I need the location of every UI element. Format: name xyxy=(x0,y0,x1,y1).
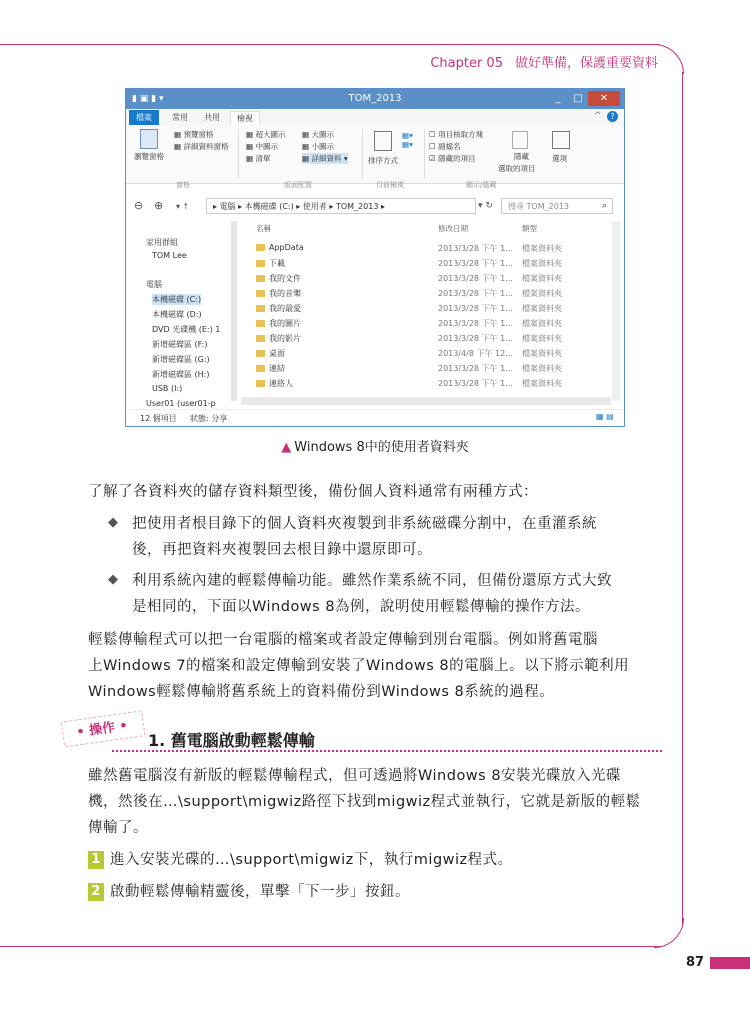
frame-bottom-corner xyxy=(654,918,684,948)
file-row[interactable] xyxy=(256,273,301,284)
list-scrollbar[interactable] xyxy=(612,221,620,401)
ribbon-group-layout: 版面配置 xyxy=(284,181,312,189)
file-row[interactable] xyxy=(256,243,304,252)
file-type: 檔案資料夾 xyxy=(522,259,562,268)
file-name: 桌面 xyxy=(269,349,285,358)
para3-line-3: 傳輸了。 xyxy=(88,820,148,836)
section-heading: 1. 舊電腦啟動輕鬆傳輸 xyxy=(148,731,315,750)
frame-right-line xyxy=(682,72,683,924)
preview-pane-label: 預覽窗格 xyxy=(183,130,214,139)
close-button[interactable]: ✕ xyxy=(588,91,620,106)
breadcrumb-drive-c[interactable]: 本機磁碟 (C:) xyxy=(244,202,294,211)
file-name: 連結 xyxy=(269,364,285,373)
operation-badge-label: • 操作 • xyxy=(75,718,129,741)
navigation-pane-label[interactable]: 瀏覽窗格 xyxy=(134,152,164,161)
file-row[interactable] xyxy=(256,333,301,344)
operation-badge-text: 操作 xyxy=(88,720,117,739)
options-icon[interactable] xyxy=(552,131,570,149)
options-button[interactable]: 選項 xyxy=(552,154,567,163)
nav-drive-e[interactable]: DVD 光碟機 (E:) 1 xyxy=(152,325,221,334)
file-name: 我的音樂 xyxy=(269,289,301,298)
preview-pane-button[interactable]: ▦ 預覽窗格 xyxy=(174,130,214,139)
layout-details-label: 詳細資料 xyxy=(311,154,342,163)
file-name: AppData xyxy=(269,243,304,252)
para3-line-2: 機，然後在…\support\migwiz路徑下找到migwiz程式並執行，它就是新版的輕鬆 xyxy=(88,794,641,810)
folder-icon xyxy=(256,350,265,357)
forward-button[interactable]: ⊕ xyxy=(154,199,164,212)
details-pane-button[interactable]: ▦ 詳細資料窗格 xyxy=(174,142,229,151)
chapter-number: Chapter 05 xyxy=(430,56,503,71)
nav-drive-g[interactable]: 新增磁碟區 (G:) xyxy=(152,355,210,364)
layout-xlarge-label: 超大圖示 xyxy=(255,130,286,139)
folder-icon xyxy=(256,365,265,372)
caption-text: Windows 8中的使用者資料夾 xyxy=(294,440,469,455)
file-name: 我的圖片 xyxy=(269,319,301,328)
file-date: 2013/3/28 下午 1... xyxy=(438,379,513,388)
ribbon-divider xyxy=(238,129,239,179)
file-date: 2013/3/28 下午 1... xyxy=(438,244,513,253)
file-type: 檔案資料夾 xyxy=(522,364,562,373)
back-button[interactable]: ⊖ xyxy=(134,199,144,212)
file-type: 檔案資料夾 xyxy=(522,304,562,313)
layout-details[interactable]: ▦ 詳細資料 ▾ xyxy=(302,154,348,163)
step-1-number: 1 xyxy=(88,851,104,869)
nav-drive-c[interactable]: 本機磁碟 (C:) xyxy=(152,295,202,304)
chapter-header xyxy=(430,52,658,71)
file-row[interactable] xyxy=(256,378,293,389)
recent-locations-icon[interactable]: ▾ ↑ xyxy=(176,202,190,211)
file-name: 我的影片 xyxy=(269,334,301,343)
file-type: 檔案資料夾 xyxy=(522,379,562,388)
nav-computer[interactable]: 電腦 xyxy=(146,280,162,289)
frame-bottom-line xyxy=(0,946,660,947)
layout-large[interactable]: ▦ 大圖示 xyxy=(302,130,334,139)
caption-triangle-icon: ▲ xyxy=(281,440,292,455)
share-status: 狀態: 分享 xyxy=(190,414,228,423)
tab-home[interactable]: 常用 xyxy=(172,113,188,122)
explorer-screenshot xyxy=(125,88,625,427)
search-input[interactable]: 搜尋 TOM_2013 xyxy=(501,198,613,214)
search-icon[interactable]: ⌕ xyxy=(602,201,608,211)
nav-drive-i[interactable]: USB (I:) xyxy=(152,384,183,393)
operation-badge xyxy=(61,711,144,746)
step-1 xyxy=(88,848,513,873)
folder-icon xyxy=(256,320,265,327)
diamond-bullet-icon: ◆ xyxy=(108,515,118,530)
step-2 xyxy=(88,880,410,905)
window-title: TOM_2013 xyxy=(348,93,402,104)
layout-medium-label: 中圖示 xyxy=(255,142,278,151)
minimize-button[interactable]: _ xyxy=(555,93,561,104)
layout-list-label: 清單 xyxy=(255,154,271,163)
file-name: 連絡人 xyxy=(269,379,293,388)
column-date[interactable]: 修改日期 xyxy=(438,224,468,233)
horizontal-scrollbar[interactable] xyxy=(241,397,611,405)
folder-icon xyxy=(256,290,265,297)
nav-network-user01[interactable]: User01 (user01-p xyxy=(146,399,216,408)
file-type: 檔案資料夾 xyxy=(522,334,562,343)
ribbon-divider xyxy=(362,129,363,179)
item-checkboxes-label: 項目核取方塊 xyxy=(438,130,484,139)
file-row[interactable] xyxy=(256,288,301,299)
folder-icon xyxy=(256,244,265,251)
para2-line-3: Windows輕鬆傳輸將舊系統上的資料備份到Windows 8系統的過程。 xyxy=(88,684,555,700)
ribbon-collapse-icon[interactable]: ^ xyxy=(594,111,602,121)
layout-large-label: 大圖示 xyxy=(311,130,334,139)
bullet-2-line-1: 利用系統內建的輕鬆傳輸功能。雖然作業系統不同，但備份還原方式大致 xyxy=(132,573,612,589)
file-row[interactable] xyxy=(256,318,301,329)
layout-xlarge[interactable]: ▦ 超大圖示 xyxy=(246,130,286,139)
breadcrumb-computer[interactable]: 電腦 xyxy=(219,202,236,211)
hide-selected-label: 選取的項目 xyxy=(498,164,536,173)
ribbon-group-current-view: 目前檢視 xyxy=(376,181,404,189)
file-type: 檔案資料夾 xyxy=(522,289,562,298)
folder-icon xyxy=(256,335,265,342)
maximize-button[interactable]: □ xyxy=(573,93,583,104)
sort-icon[interactable] xyxy=(374,131,392,151)
file-name: 我的文件 xyxy=(269,274,301,283)
file-row[interactable] xyxy=(256,363,285,374)
nav-tom-lee[interactable]: TOM Lee xyxy=(152,251,187,260)
folder-icon xyxy=(256,305,265,312)
nav-homegroup[interactable]: 家用群組 xyxy=(146,238,178,247)
intro-paragraph: 了解了各資料夾的儲存資料類型後，備份個人資料通常有兩種方式： xyxy=(88,484,538,500)
file-date: 2013/3/28 下午 1... xyxy=(438,319,513,328)
group-by-icon[interactable]: ▦▾ ▦▾ xyxy=(402,131,413,149)
ribbon-divider xyxy=(424,129,425,179)
layout-small[interactable]: ▦ 小圖示 xyxy=(302,142,334,151)
folder-icon xyxy=(256,260,265,267)
navigation-pane-icon[interactable] xyxy=(140,129,158,149)
status-bar xyxy=(126,409,624,426)
breadcrumb-tom[interactable]: TOM_2013 xyxy=(335,202,379,211)
nav-drive-h[interactable]: 新增磁碟區 (H:) xyxy=(152,370,210,379)
layout-list[interactable]: ▦ 清單 xyxy=(246,154,271,163)
figure-caption xyxy=(0,436,750,455)
hide-selected-icon[interactable] xyxy=(512,131,528,149)
view-toggle-icons[interactable]: ▦ ▤ xyxy=(596,412,614,421)
para3-line-1: 雖然舊電腦沒有新版的輕鬆傳輸程式，但可透過將Windows 8安裝光碟放入光碟 xyxy=(88,768,622,784)
step-2-text: 啟動輕鬆傳輸精靈後，單擊「下一步」按鈕。 xyxy=(110,884,410,900)
step-2-number: 2 xyxy=(88,883,104,901)
file-row[interactable] xyxy=(256,348,285,359)
diamond-bullet-icon: ◆ xyxy=(108,572,118,587)
address-bar[interactable]: ▸ 電腦 ▸ 本機磁碟 (C:) ▸ 使用者 ▸ TOM_2013 ▸ xyxy=(206,198,476,214)
quick-access-toolbar: ▮ ▣ ▮ ▾ xyxy=(132,94,164,104)
file-date: 2013/4/8 下午 12... xyxy=(438,349,513,358)
file-date: 2013/3/28 下午 1... xyxy=(438,289,513,298)
hide-label: 隱藏 xyxy=(514,152,529,161)
item-count: 12 個項目 xyxy=(140,414,177,423)
file-extensions-toggle[interactable]: ☐ 副檔名 xyxy=(429,142,461,151)
file-type: 檔案資料夾 xyxy=(522,349,562,358)
ribbon-group-panes: 窗格 xyxy=(176,181,190,189)
refresh-icon[interactable]: ▾ ↻ xyxy=(478,201,493,211)
details-pane-label: 詳細資料窗格 xyxy=(183,142,229,151)
chapter-title: 做好準備，保護重要資料 xyxy=(514,56,658,71)
file-type: 檔案資料夾 xyxy=(522,274,562,283)
tab-file[interactable]: 檔案 xyxy=(129,110,159,125)
file-row[interactable] xyxy=(256,258,285,269)
page-number: 87 xyxy=(686,955,705,970)
file-date: 2013/3/28 下午 1... xyxy=(438,259,513,268)
layout-small-label: 小圖示 xyxy=(311,142,334,151)
file-date: 2013/3/28 下午 1... xyxy=(438,274,513,283)
nav-scrollbar[interactable] xyxy=(231,221,237,401)
file-name: 我的最愛 xyxy=(269,304,301,313)
bullet-2-line-2: 是相同的，下面以Windows 8為例，說明使用輕鬆傳輸的操作方法。 xyxy=(132,599,591,615)
folder-icon xyxy=(256,275,265,282)
hidden-items-label: 隱藏的項目 xyxy=(438,154,476,163)
item-checkboxes-toggle[interactable]: ☐ 項目核取方塊 xyxy=(429,130,484,139)
layout-medium[interactable]: ▦ 中圖示 xyxy=(246,142,278,151)
column-type[interactable]: 類型 xyxy=(522,224,537,233)
file-date: 2013/3/28 下午 1... xyxy=(438,334,513,343)
hidden-items-toggle[interactable]: ☑ 隱藏的項目 xyxy=(429,154,476,163)
bullet-1-line-1: 把使用者根目錄下的個人資料夾複製到非系統磁碟分割中，在重灌系統 xyxy=(132,516,597,532)
file-type: 檔案資料夾 xyxy=(522,319,562,328)
file-name: 下載 xyxy=(269,259,285,268)
frame-top-line xyxy=(0,44,660,45)
file-date: 2013/3/28 下午 1... xyxy=(438,304,513,313)
file-type: 檔案資料夾 xyxy=(522,244,562,253)
nav-drive-d[interactable]: 本機磁碟 (D:) xyxy=(152,310,202,319)
tab-share[interactable]: 共用 xyxy=(204,113,220,122)
heading-dotted-rule xyxy=(112,750,662,752)
sort-by-button[interactable]: 排序方式 xyxy=(368,156,398,165)
tab-view[interactable]: 檢視 xyxy=(230,111,260,125)
step-1-text: 進入安裝光碟的…\support\migwiz下，執行migwiz程式。 xyxy=(110,852,513,868)
column-name[interactable]: 名稱 xyxy=(256,224,271,233)
file-extensions-label: 副檔名 xyxy=(438,142,461,151)
page-number-bar xyxy=(710,957,750,969)
file-row[interactable] xyxy=(256,303,301,314)
frame-top-corner xyxy=(654,44,684,74)
bullet-1-line-2: 後，再把資料夾複製回去根目錄中還原即可。 xyxy=(132,542,432,558)
ribbon-group-show-hide: 顯示/隱藏 xyxy=(466,181,497,189)
para2-line-1: 輕鬆傳輸程式可以把一台電腦的檔案或者設定傳輸到別台電腦。例如將舊電腦 xyxy=(88,632,598,648)
breadcrumb-users[interactable]: 使用者 xyxy=(302,202,327,211)
folder-icon xyxy=(256,380,265,387)
help-icon[interactable]: ? xyxy=(607,111,618,122)
para2-line-2: 上Windows 7的檔案和設定傳輸到安裝了Windows 8的電腦上。以下將示範利用 xyxy=(88,658,630,674)
file-date: 2013/3/28 下午 1... xyxy=(438,364,513,373)
nav-drive-f[interactable]: 新增磁碟區 (F:) xyxy=(152,340,208,349)
